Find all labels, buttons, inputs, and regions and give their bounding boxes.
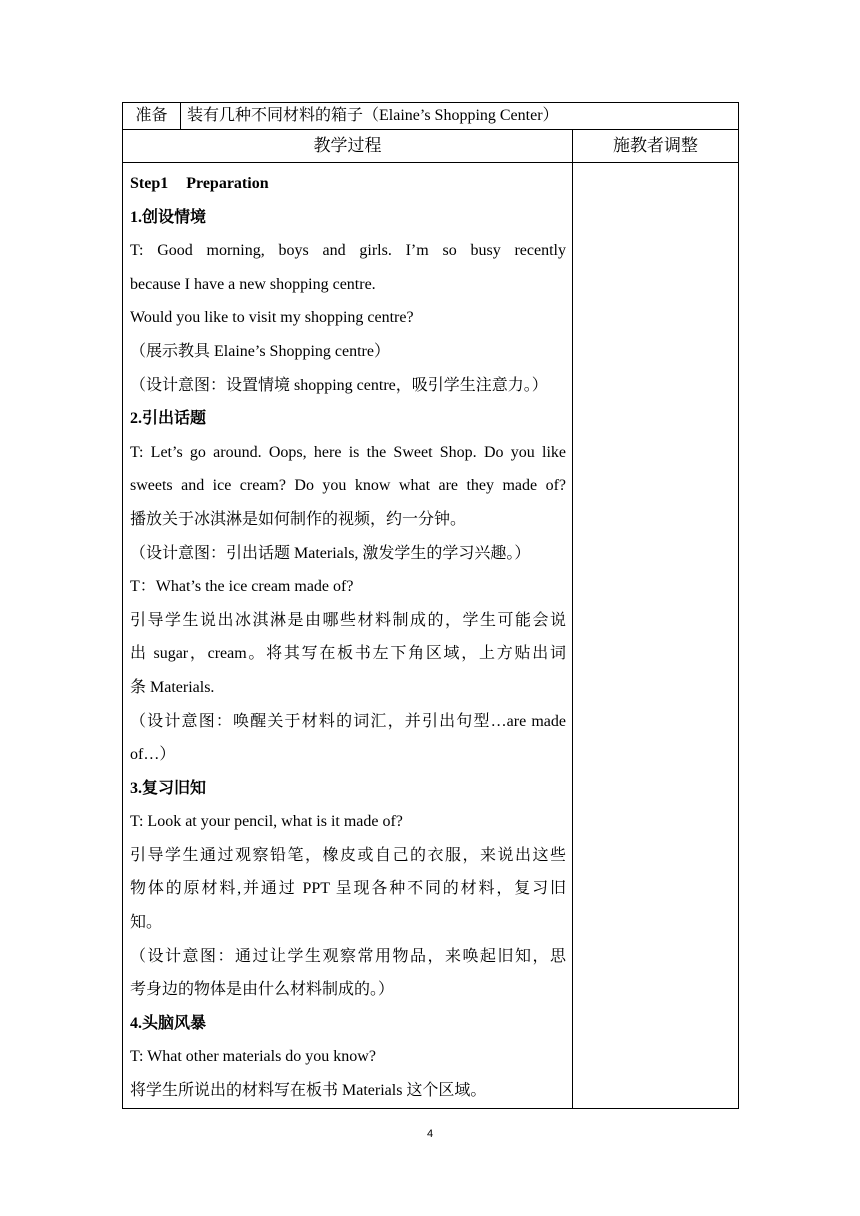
content-line: （设计意图：引出话题 Materials, 激发学生的学习兴趣。）	[130, 544, 531, 562]
content-line: 物体的原材料,并通过 PPT 呈现各种不同的材料，复习旧	[130, 880, 566, 898]
preparation-label: 准备	[123, 103, 181, 130]
teacher-adjustment-cell	[573, 163, 739, 1109]
section-heading: 3.复习旧知	[130, 779, 207, 797]
content-line: T: Let’s go around. Oops, here is the Sweet Shop. Do you like	[130, 443, 566, 461]
content-line: Would you like to visit my shopping centre?	[130, 309, 414, 327]
content-line: T：What’s the ice cream made of?	[130, 578, 354, 596]
content-line: T: Look at your pencil, what is it made of?	[130, 813, 403, 831]
content-line: 播放关于冰淇淋是如何制作的视频，约一分钟。	[130, 510, 467, 528]
content-line: （展示教具 Elaine’s Shopping centre）	[130, 342, 390, 360]
content-line: 引导学生通过观察铅笔，橡皮或自己的衣服，来说出这些	[130, 846, 566, 864]
teacher-adjustment-header: 施教者调整	[573, 130, 739, 163]
step-name: Preparation	[186, 175, 269, 192]
content-line: 引导学生说出冰淇淋是由哪些材料制成的，学生可能会说	[130, 611, 566, 629]
step-label: Step1	[130, 175, 169, 192]
process-content	[130, 201, 566, 1108]
content-line: （设计意图：唤醒关于材料的词汇，并引出句型…are made	[130, 712, 566, 730]
content-line: （设计意图：通过让学生观察常用物品，来唤起旧知，思	[130, 947, 566, 965]
content-line: 出 sugar，cream。将其写在板书左下角区域，上方贴出词	[130, 645, 566, 663]
content-line: T: What other materials do you know?	[130, 1048, 376, 1066]
content-line: （设计意图：设置情境 shopping centre，吸引学生注意力。）	[130, 376, 548, 394]
lesson-plan-table	[122, 102, 739, 1109]
page-number: 4	[426, 1128, 434, 1140]
content-line: because I have a new shopping centre.	[130, 275, 376, 293]
teaching-process-cell	[123, 163, 573, 1109]
preparation-row	[123, 103, 739, 130]
table-header-row	[123, 130, 739, 163]
step-title	[130, 167, 566, 201]
section-heading: 4.头脑风暴	[130, 1014, 207, 1032]
content-line: 知。	[130, 914, 163, 932]
preparation-value: 装有几种不同材料的箱子（Elaine’s Shopping Center）	[181, 103, 739, 130]
content-line: 考身边的物体是由什么材料制成的。）	[130, 981, 395, 999]
content-line: 将学生所说出的材料写在板书 Materials 这个区域。	[130, 1082, 487, 1100]
content-row	[123, 163, 739, 1109]
content-line: of…）	[130, 746, 176, 764]
content-line: T: Good morning, boys and girls. I’m so busy recently	[130, 242, 566, 260]
section-heading: 1.创设情境	[130, 208, 207, 226]
section-heading: 2.引出话题	[130, 410, 207, 428]
content-line: 条 Materials.	[130, 678, 215, 696]
teaching-process-header: 教学过程	[123, 130, 573, 163]
content-line: sweets and ice cream? Do you know what are they made of?	[130, 477, 566, 495]
